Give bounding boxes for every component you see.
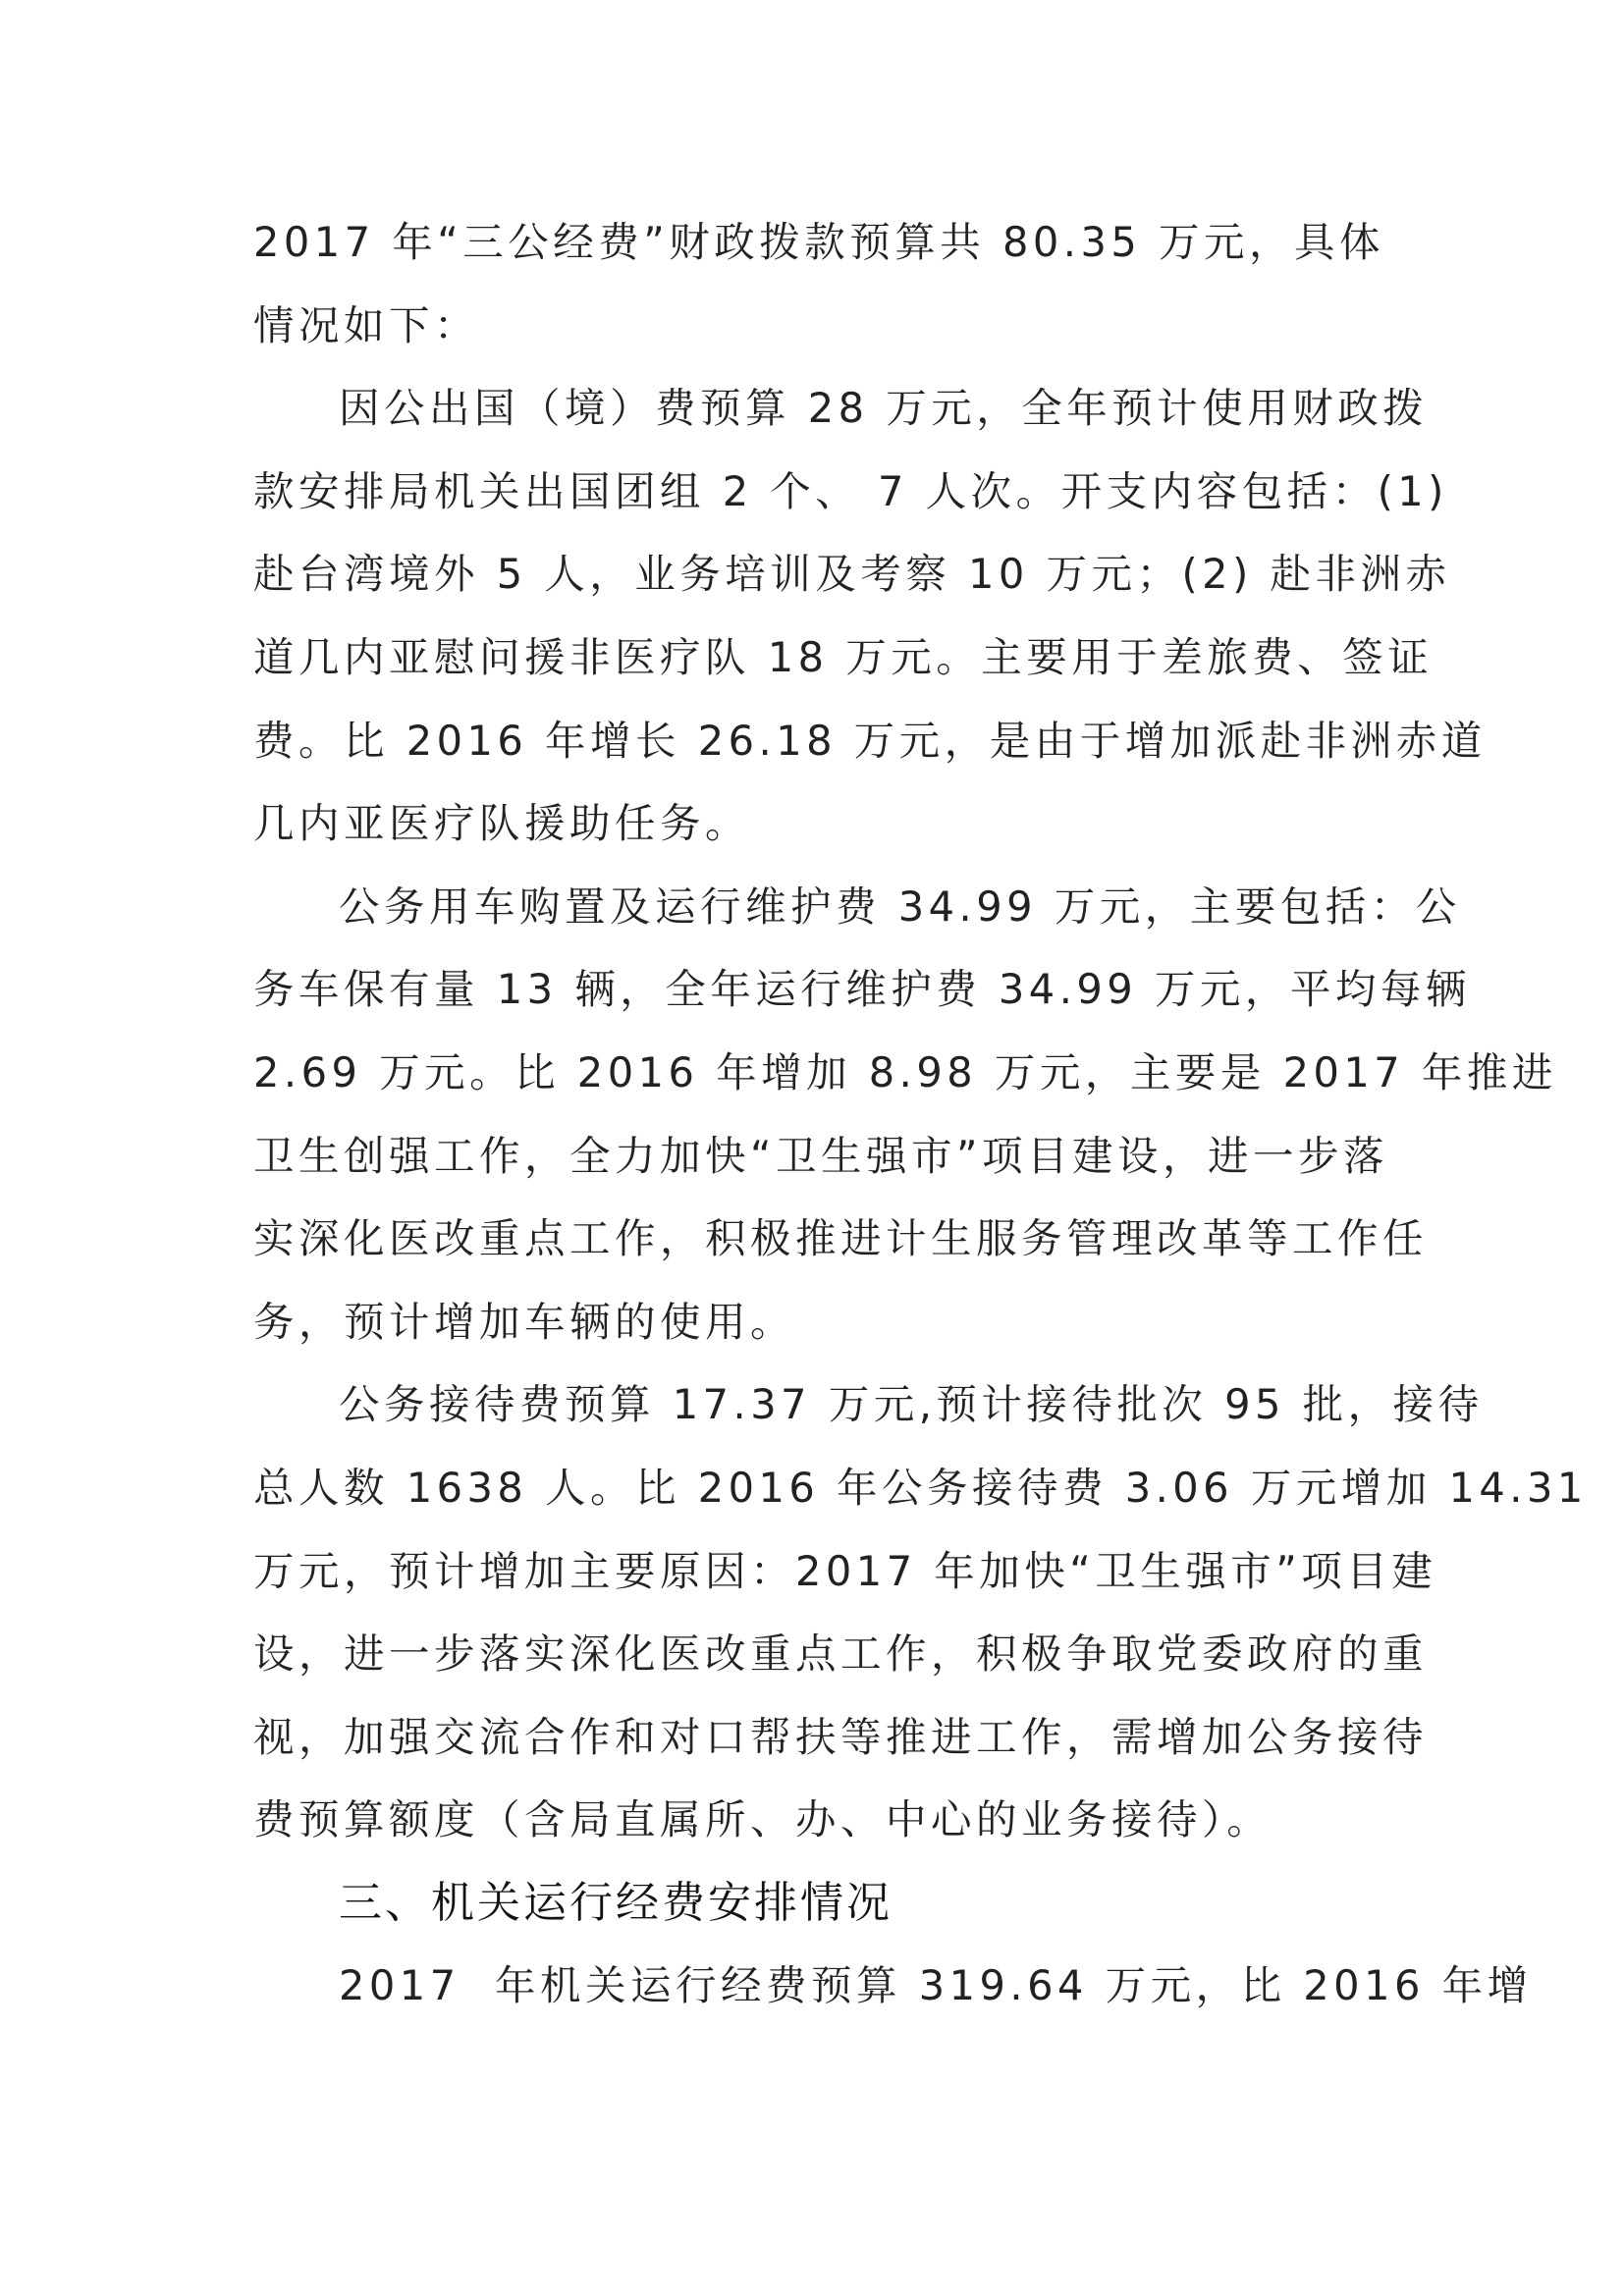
paragraph-overseas-travel-line-1: 因公出国（境）费预算 28 万元，全年预计使用财政拨 [339, 384, 1429, 433]
paragraph-three-public-expenses-line-2: 情况如下： [253, 300, 480, 349]
paragraph-overseas-travel-line-2: 款安排局机关出国团组 2 个、 7 人次。开支内容包括：(1) [253, 466, 1448, 515]
section-heading-operating-expenses: 三、机关运行经费安排情况 [339, 1877, 893, 1928]
paragraph-overseas-travel-line-6: 几内亚医疗队援助任务。 [253, 799, 751, 848]
paragraph-vehicle-expenses-line-1: 公务用车购置及运行维护费 34.99 万元，主要包括：公 [339, 881, 1461, 931]
paragraph-vehicle-expenses-line-5: 实深化医改重点工作，积极推进计生服务管理改革等工作任 [253, 1214, 1429, 1263]
paragraph-vehicle-expenses-line-2: 务车保有量 13 辆，全年运行维护费 34.99 万元，平均每辆 [253, 965, 1471, 1014]
paragraph-overseas-travel-line-5: 费。比 2016 年增长 26.18 万元，是由于增加派赴非洲赤道 [253, 716, 1487, 765]
paragraph-reception-expenses-line-3: 万元，预计增加主要原因：2017 年加快“卫生强市”项目建 [253, 1546, 1437, 1595]
paragraph-reception-expenses-line-1: 公务接待费预算 17.37 万元,预计接待批次 95 批，接待 [339, 1380, 1484, 1429]
paragraph-overseas-travel-line-4: 道几内亚慰问援非医疗队 18 万元。主要用于差旅费、签证 [253, 632, 1434, 681]
paragraph-vehicle-expenses-line-3: 2.69 万元。比 2016 年增加 8.98 万元，主要是 2017 年推进 [253, 1047, 1557, 1096]
paragraph-overseas-travel-line-3: 赴台湾境外 5 人，业务培训及考察 10 万元；(2) 赴非洲赤 [253, 550, 1451, 599]
paragraph-reception-expenses-line-4: 设，进一步落实深化医改重点工作，积极争取党委政府的重 [253, 1629, 1429, 1679]
document-body [253, 201, 1588, 2028]
paragraph-vehicle-expenses-line-4: 卫生创强工作，全力加快“卫生强市”项目建设，进一步落 [253, 1131, 1389, 1180]
paragraph-reception-expenses-line-6: 费预算额度（含局直属所、办、中心的业务接待）。 [253, 1795, 1272, 1844]
paragraph-vehicle-expenses-line-6: 务，预计增加车辆的使用。 [253, 1297, 796, 1346]
paragraph-operating-expenses-line-1: 2017 年机关运行经费预算 319.64 万元，比 2016 年增 [339, 1961, 1533, 2010]
paragraph-three-public-expenses-line-1: 2017 年“三公经费”财政拨款预算共 80.35 万元，具体 [253, 218, 1384, 266]
paragraph-reception-expenses-line-2: 总人数 1638 人。比 2016 年公务接待费 3.06 万元增加 14.31 [253, 1463, 1588, 1512]
paragraph-reception-expenses-line-5: 视，加强交流合作和对口帮扶等推进工作，需增加公务接待 [253, 1712, 1429, 1761]
